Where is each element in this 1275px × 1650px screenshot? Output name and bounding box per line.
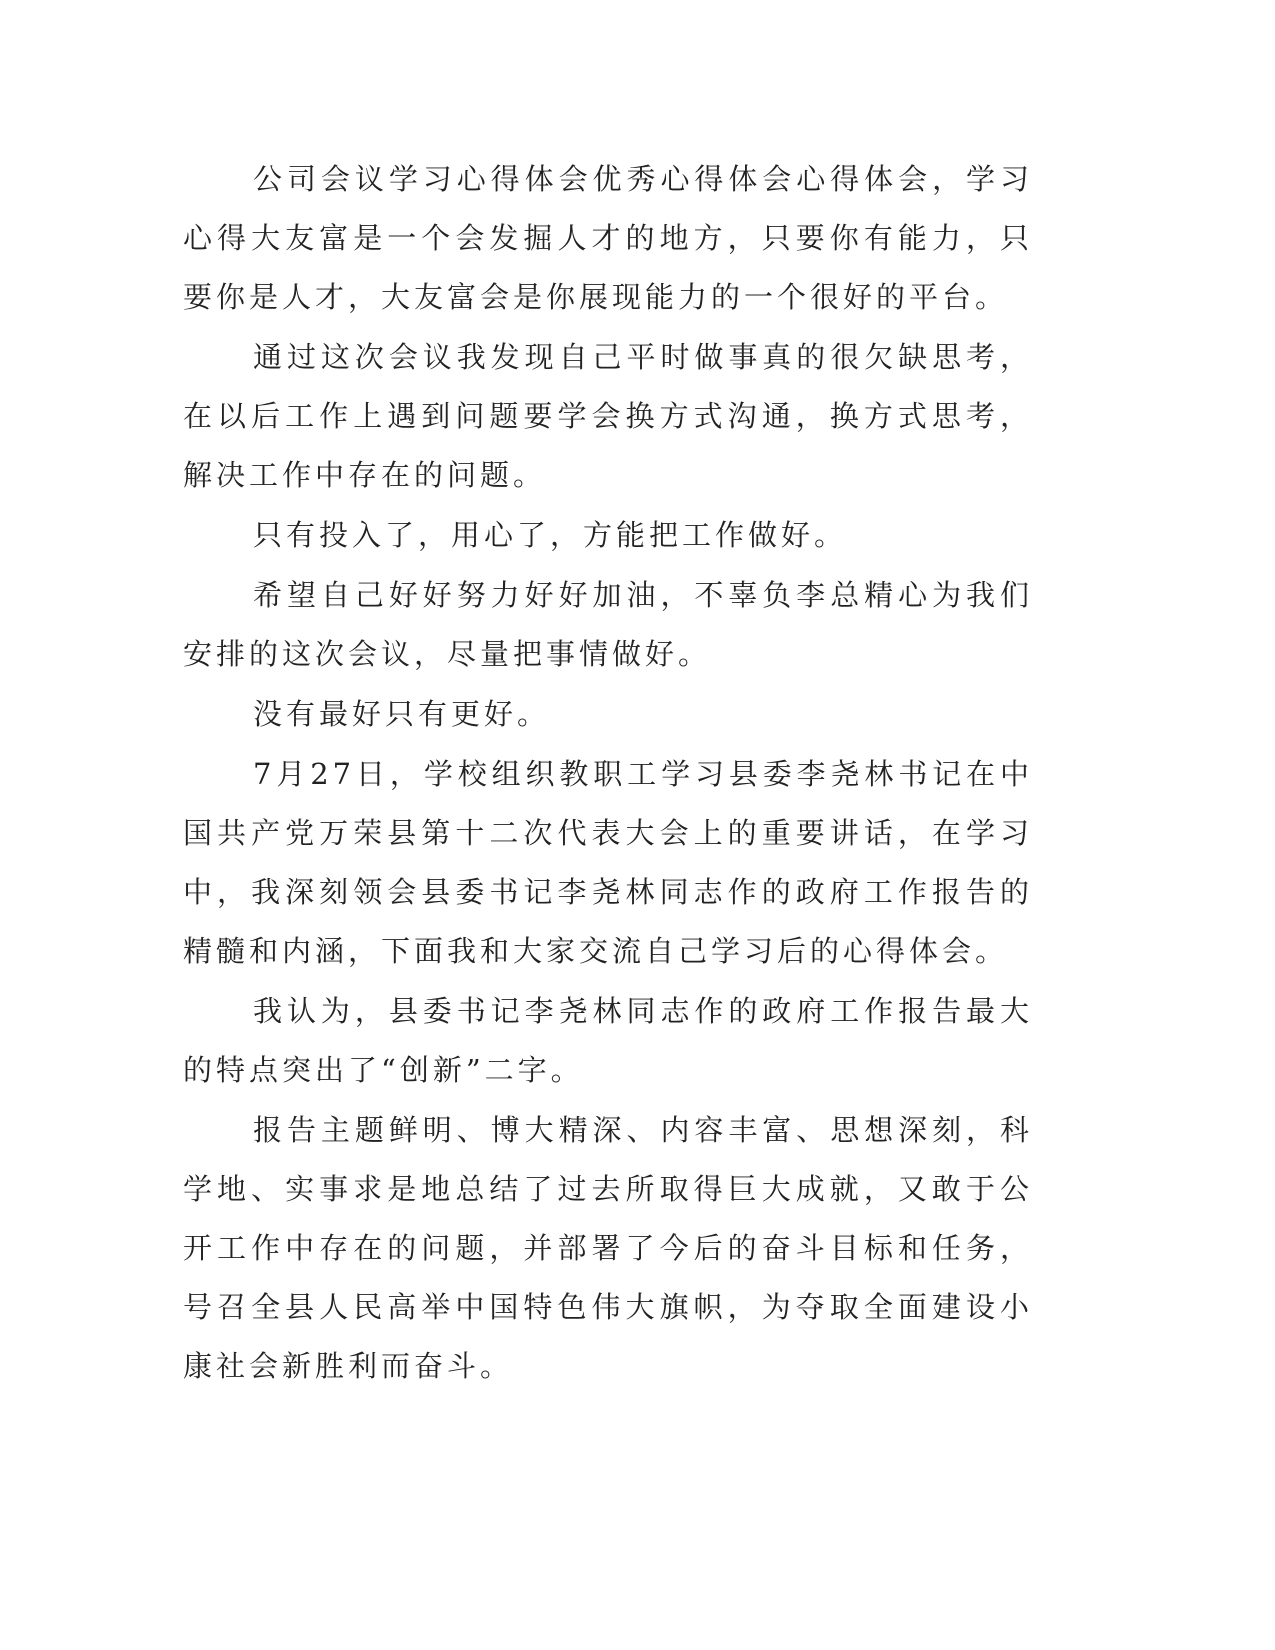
paragraph: 希望自己好好努力好好加油，不辜负李总精心为我们安排的这次会议，尽量把事情做好。 bbox=[183, 578, 1033, 671]
paragraph: 报告主题鲜明、博大精深、内容丰富、思想深刻，科学地、实事求是地总结了过去所取得巨大成就，又敢于公开工作中存在的问题，并部署了今后的奋斗目标和任务，号召全县人民高举中国特色伟大旗帜，为夺取全面建设小康社会新胜利而奋斗。 bbox=[183, 1113, 1033, 1383]
paragraph: 公司会议学习心得体会优秀心得体会心得体会，学习心得大友富是一个会发掘人才的地方，只要你有能力，只要你是人才，大友富会是你展现能力的一个很好的平台。 bbox=[183, 162, 1033, 314]
paragraph: 通过这次会议我发现自己平时做事真的很欠缺思考，在以后工作上遇到问题要学会换方式沟通，换方式思考，解决工作中存在的问题。 bbox=[183, 340, 1033, 492]
paragraph: 只有投入了，用心了，方能把工作做好。 bbox=[253, 518, 848, 552]
document-body bbox=[183, 150, 1033, 1396]
paragraph: 我认为，县委书记李尧林同志作的政府工作报告最大的特点突出了“创新”二字。 bbox=[183, 994, 1033, 1087]
paragraph: 没有最好只有更好。 bbox=[253, 697, 551, 731]
paragraph: 7月27日，学校组织教职工学习县委李尧林书记在中国共产党万荣县第十二次代表大会上的重要讲话，在学习中，我深刻领会县委书记李尧林同志作的政府工作报告的精髓和内涵，下面我和大家交流自己学习后的心得体会。 bbox=[183, 757, 1033, 968]
